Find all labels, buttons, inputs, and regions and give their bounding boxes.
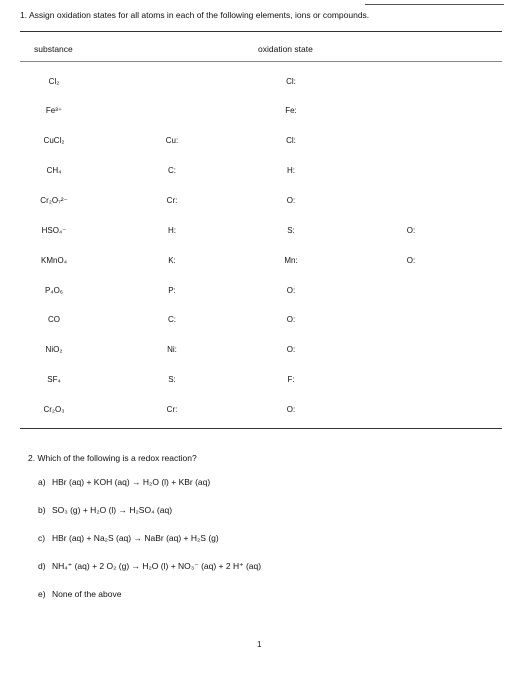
ox-cell-3: O: — [406, 256, 416, 265]
table-top-rule — [20, 31, 502, 32]
ox-cell-2: Mn: — [284, 256, 298, 265]
option-text: HBr (aq) + Na₂S (aq) → NaBr (aq) + H₂S (g) — [52, 533, 219, 543]
option-letter: c) — [38, 533, 46, 543]
ox-cell-2: H: — [287, 166, 295, 175]
page-number: 1 — [257, 640, 262, 649]
table-row — [0, 77, 522, 89]
option-d — [38, 561, 261, 572]
option-text: None of the above — [52, 589, 122, 599]
table-row — [0, 106, 522, 118]
top-rule — [365, 4, 504, 5]
ox-cell-1: Cr: — [166, 405, 178, 414]
option-c — [38, 533, 219, 543]
table-row — [0, 286, 522, 298]
ox-cell-2: O: — [286, 286, 296, 295]
substance-cell: NiO₂ — [45, 345, 63, 354]
substance-cell: HSO₄⁻ — [41, 226, 67, 235]
option-text: NH₄⁺ (aq) + 2 O₂ (g) → H₂O (l) + NO₃⁻ (aq) + 2 H⁺ (aq) — [52, 561, 262, 571]
substance-cell: Fe³⁺ — [45, 106, 63, 115]
option-e — [38, 589, 121, 599]
header-substance: substance — [34, 44, 73, 54]
ox-cell-1: Ni: — [167, 345, 177, 354]
option-letter: a) — [38, 477, 46, 487]
ox-cell-2: Cl: — [286, 77, 296, 86]
table-row — [0, 166, 522, 178]
substance-cell: P₄O₆ — [44, 286, 64, 295]
option-letter: d) — [38, 561, 46, 571]
ox-cell-2: S: — [287, 226, 295, 235]
table-row — [0, 315, 522, 327]
table-row — [0, 256, 522, 268]
substance-cell: Cl₂ — [48, 77, 60, 86]
substance-cell: CH₄ — [46, 166, 62, 175]
question-1-prompt: 1. Assign oxidation states for all atoms in each of the following elements, ions or compounds. — [20, 10, 370, 20]
ox-cell-2: O: — [286, 405, 296, 414]
option-letter: b) — [38, 505, 46, 515]
substance-cell: CO — [48, 315, 60, 324]
ox-cell-1: C: — [168, 166, 176, 175]
ox-cell-2: Fe: — [285, 106, 297, 115]
substance-cell: CuCl₂ — [43, 136, 65, 145]
ox-cell-1: H: — [168, 226, 176, 235]
ox-cell-2: O: — [286, 196, 296, 205]
option-text: HBr (aq) + KOH (aq) → H₂O (l) + KBr (aq) — [52, 477, 211, 487]
option-text: SO₃ (g) + H₂O (l) → H₂SO₄ (aq) — [52, 505, 173, 515]
table-row — [0, 226, 522, 238]
table-row — [0, 345, 522, 357]
ox-cell-2: F: — [287, 375, 295, 384]
table-row — [0, 196, 522, 208]
ox-cell-1: K: — [168, 256, 176, 265]
substance-cell: Cr₂O₇²⁻ — [40, 196, 68, 205]
option-letter: e) — [38, 589, 46, 599]
table-row — [0, 136, 522, 148]
ox-cell-1: Cr: — [166, 196, 178, 205]
ox-cell-2: Cl: — [286, 136, 296, 145]
header-oxidation-state: oxidation state — [258, 44, 313, 54]
table-header-rule — [20, 61, 502, 62]
ox-cell-2: O: — [286, 315, 296, 324]
table-row — [0, 405, 522, 417]
substance-cell: Cr₂O₃ — [43, 405, 65, 414]
ox-cell-1: Cu: — [165, 136, 179, 145]
ox-cell-1: P: — [168, 286, 176, 295]
ox-cell-1: S: — [168, 375, 176, 384]
ox-cell-1: C: — [168, 315, 176, 324]
question-2-prompt: 2. Which of the following is a redox reaction? — [28, 453, 197, 463]
substance-cell: KMnO₄ — [41, 256, 67, 265]
table-bottom-rule — [20, 428, 502, 429]
option-a — [38, 477, 210, 487]
substance-cell: SF₄ — [47, 375, 61, 384]
ox-cell-3: O: — [406, 226, 416, 235]
ox-cell-2: O: — [286, 345, 296, 354]
table-row — [0, 375, 522, 387]
option-b — [38, 505, 172, 515]
